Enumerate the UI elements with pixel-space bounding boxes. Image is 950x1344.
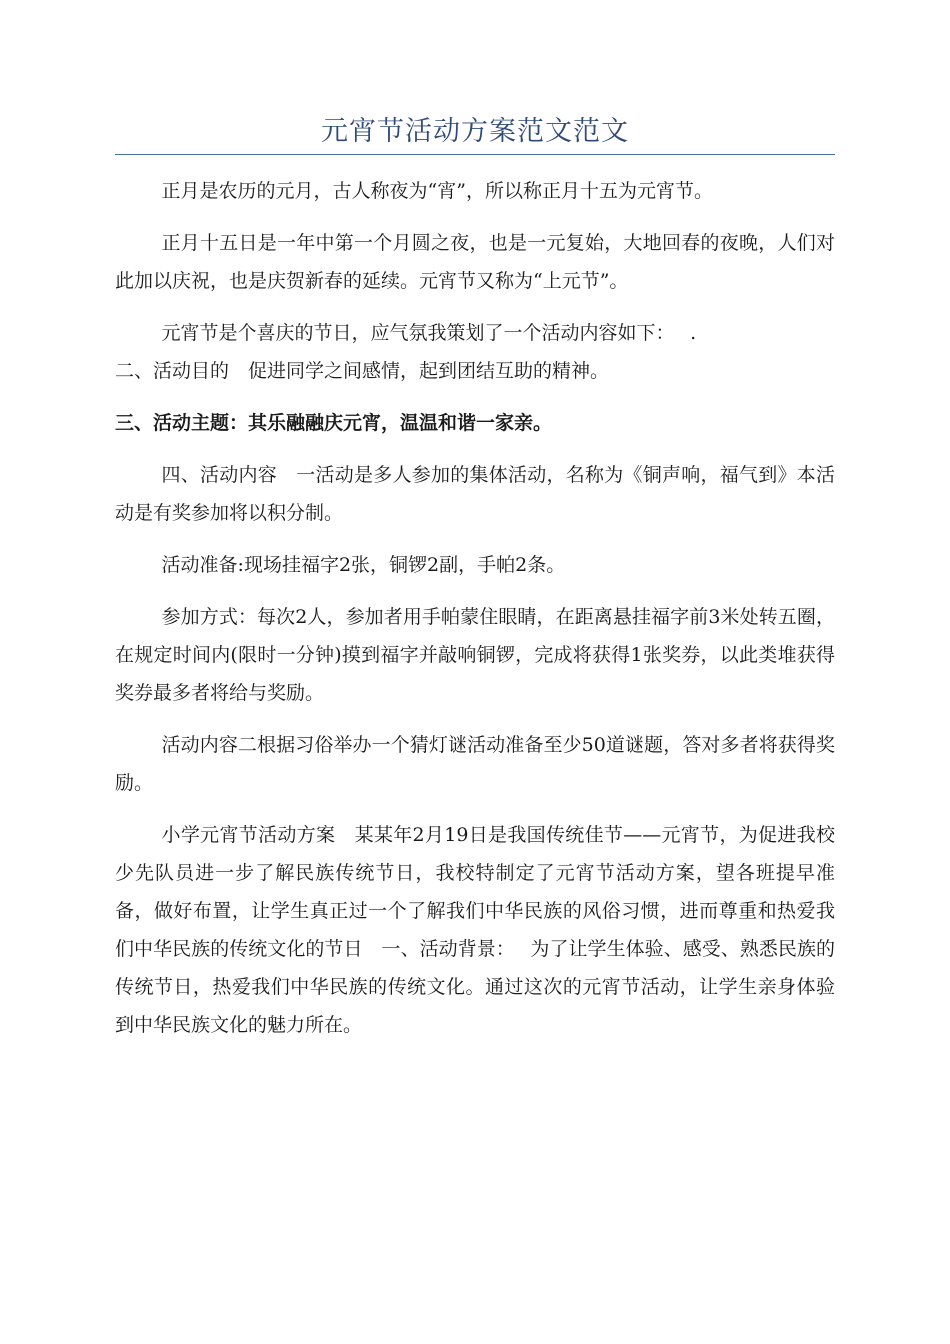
paragraph-theme: 三、活动主题：其乐融融庆元宵，温温和谐一家亲。 <box>115 412 553 434</box>
paragraph-preparation: 活动准备:现场挂福字2张，铜锣2副，手帕2条。 <box>161 554 566 576</box>
title-underline <box>115 154 835 155</box>
paragraph-purpose: 二、活动目的 促进同学之间感情，起到团结互助的精神。 <box>115 360 610 382</box>
document-body <box>115 172 835 1044</box>
document-title: 元宵节活动方案范文范文 <box>321 116 629 147</box>
paragraph-background: 正月十五日是一年中第一个月圆之夜，也是一元复始，大地回春的夜晚，人们对此加以庆祝，也是庆贺新春的延续。元宵节又称为“上元节”。 <box>115 232 835 292</box>
paragraph-plan-intro: 元宵节是个喜庆的节日，应气氛我策划了一个活动内容如下： . <box>161 322 697 344</box>
paragraph-intro: 正月是农历的元月，古人称夜为“宵”，所以称正月十五为元宵节。 <box>161 180 713 202</box>
paragraph-content-two: 活动内容二根据习俗举办一个猜灯谜活动准备至少50道谜题，答对多者将获得奖励。 <box>115 734 835 794</box>
paragraph-school-plan: 小学元宵节活动方案 某某年2月19日是我国传统佳节——元宵节，为促进我校少先队员进一步了解民族传统节日，我校特制定了元宵节活动方案，望各班提早准备，做好布置，让学生真正过一个了解我们中华民族的风俗习惯，进而尊重和热爱我们中华民族的传统文化的节日 一、活动背景： 为了让学生体验、感受、熟悉民族的传统节日，热爱我们中华民族的传统文化。通过这次的元宵节活动，让学生亲身体验到中华民族文化的魅力所在。 <box>115 824 835 1036</box>
paragraph-participation: 参加方式：每次2人，参加者用手帕蒙住眼睛，在距离悬挂福字前3米处转五圈，在规定时间内(限时一分钟)摸到福字并敲响铜锣，完成将获得1张奖券，以此类堆获得奖券最多者将给与奖励。 <box>115 606 835 704</box>
paragraph-content-one: 四、活动内容 一活动是多人参加的集体活动，名称为《铜声响，福气到》本活动是有奖参加将以积分制。 <box>115 464 835 524</box>
